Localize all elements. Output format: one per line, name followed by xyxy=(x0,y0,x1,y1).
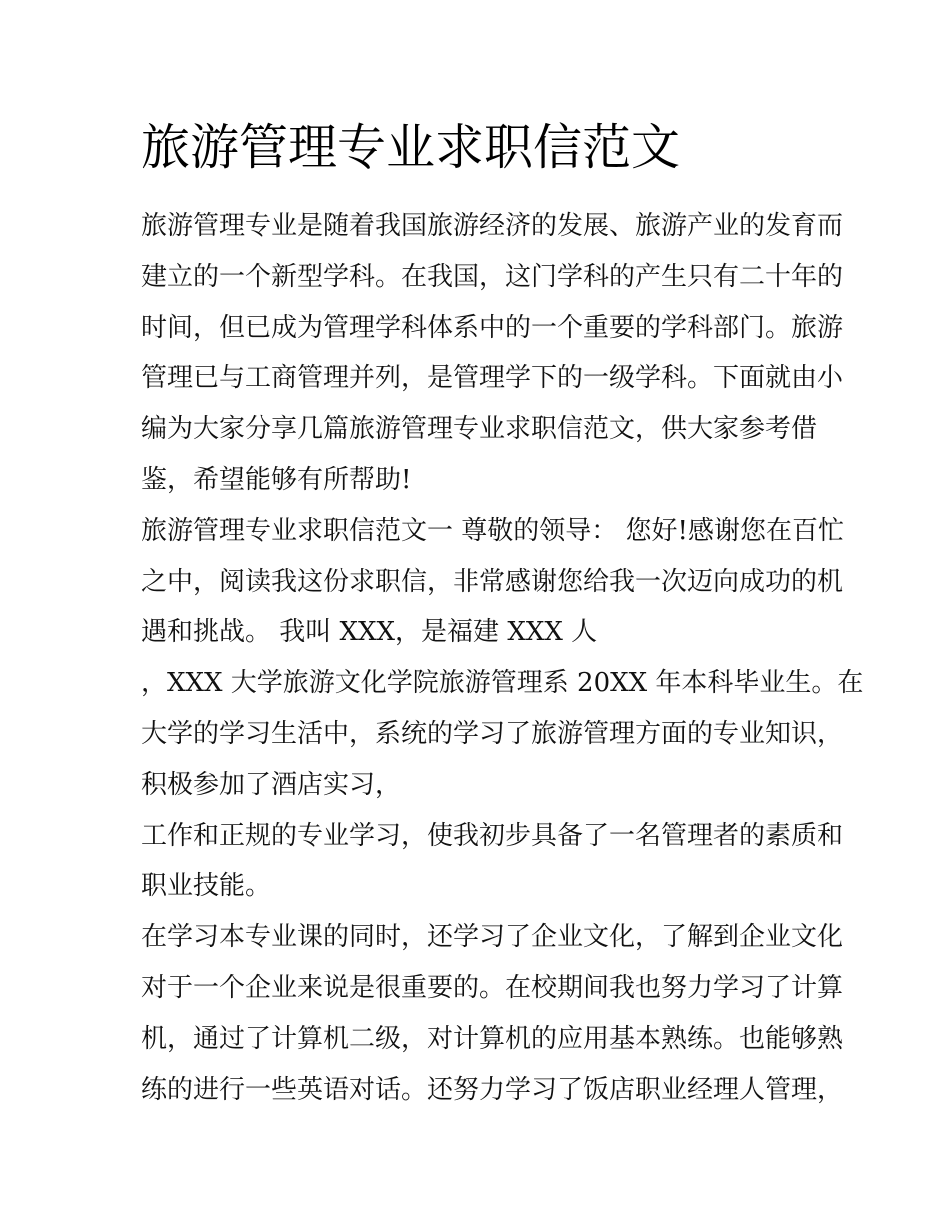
body-line: 大学的学习生活中，系统的学习了旅游管理方面的专业知识， xyxy=(141,718,844,749)
document-page xyxy=(141,108,864,1115)
body-line: 职业技能。 xyxy=(141,871,272,902)
document-title: 旅游管理专业求职信范文 xyxy=(141,119,681,176)
body-line: 工作和正规的专业学习，使我初步具备了一名管理者的素质和 xyxy=(141,820,844,851)
body-line: 建立的一个新型学科。在我国，这门学科的产生只有二十年的 xyxy=(141,261,844,292)
body-line: 旅游管理专业求职信范文一 尊敬的领导： 您好!感谢您在百忙 xyxy=(141,515,844,546)
body-line: 鉴，希望能够有所帮助! xyxy=(141,464,412,495)
body-line: 之中，阅读我这份求职信，非常感谢您给我一次迈向成功的机 xyxy=(141,566,844,597)
body-line: 编为大家分享几篇旅游管理专业求职信范文，供大家参考借 xyxy=(141,414,818,445)
body-line: 旅游管理专业是随着我国旅游经济的发展、旅游产业的发育而 xyxy=(141,211,844,241)
body-line: 在学习本专业课的同时，还学习了企业文化，了解到企业文化 xyxy=(141,922,844,953)
document-body xyxy=(141,201,864,1115)
body-line: 练的进行一些英语对话。还努力学习了饭店职业经理人管理， xyxy=(141,1074,844,1105)
body-line: ，XXX 大学旅游文化学院旅游管理系 20XX 年本科毕业生。在 xyxy=(141,668,864,699)
body-line: 管理已与工商管理并列，是管理学下的一级学科。下面就由小 xyxy=(141,363,844,394)
body-line: 时间，但已成为管理学科体系中的一个重要的学科部门。旅游 xyxy=(141,312,844,343)
body-line: 积极参加了酒店实习， xyxy=(141,769,402,800)
body-line: 机，通过了计算机二级，对计算机的应用基本熟练。也能够熟 xyxy=(141,1023,844,1054)
body-line: 遇和挑战。 我叫 XXX，是福建 XXX 人 xyxy=(141,617,598,648)
body-line: 对于一个企业来说是很重要的。在校期间我也努力学习了计算 xyxy=(141,972,844,1003)
